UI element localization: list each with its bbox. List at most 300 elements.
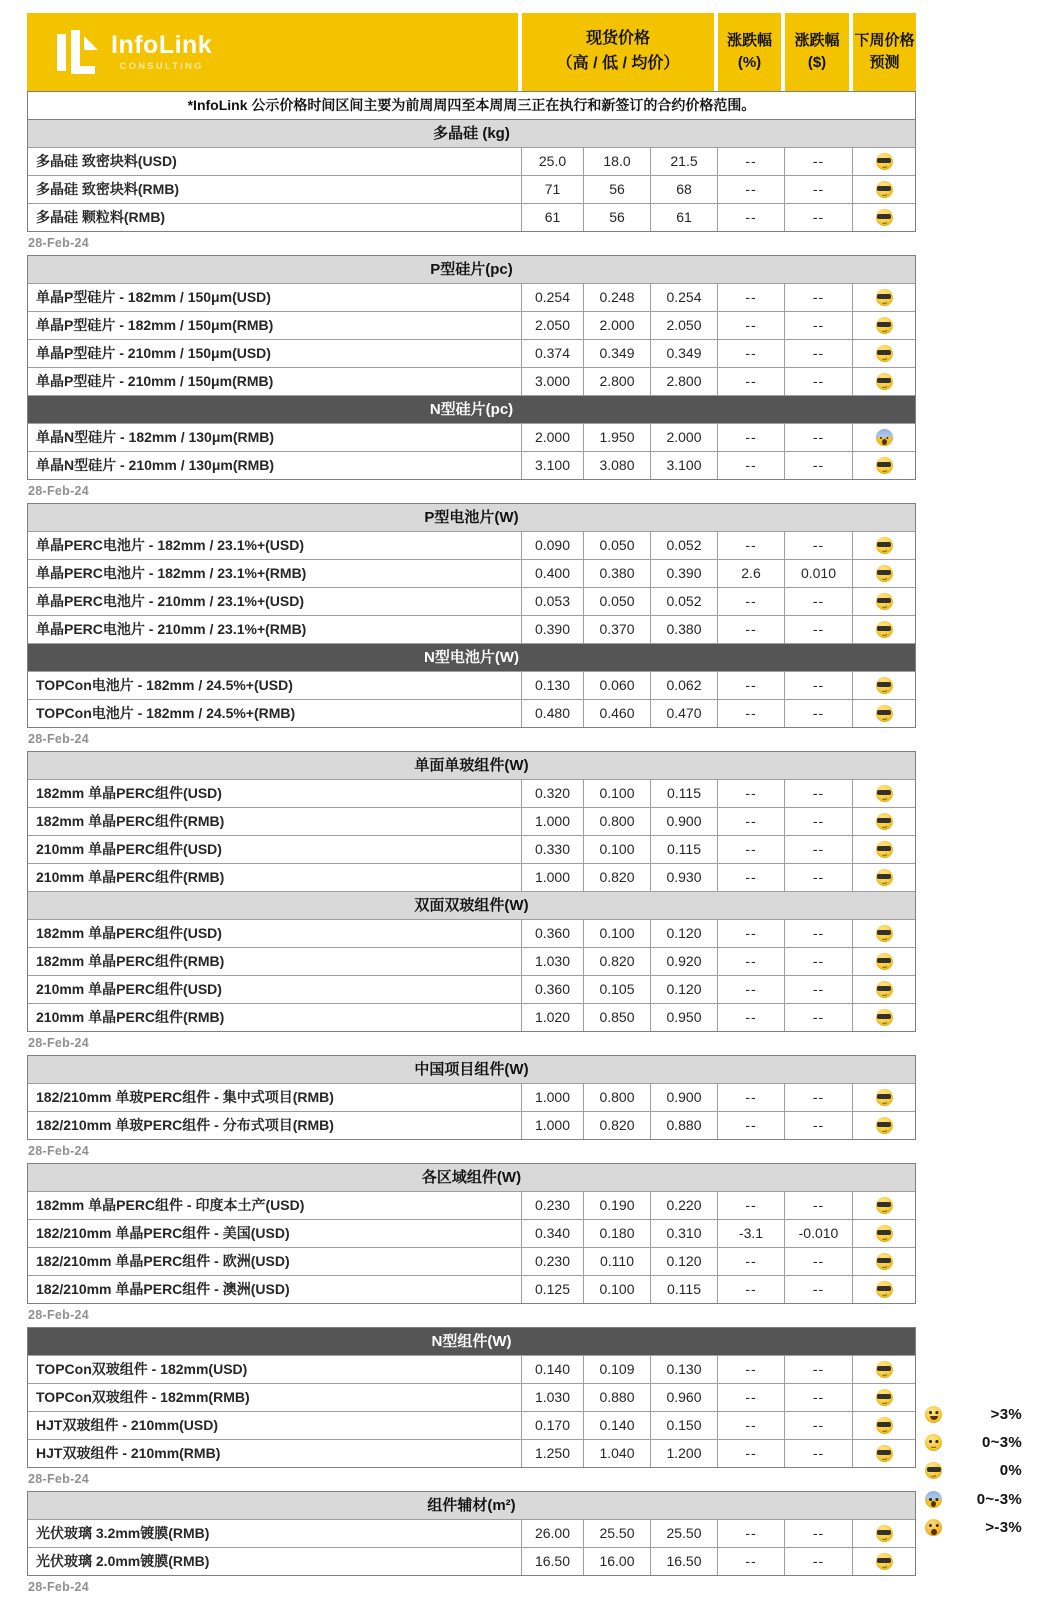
change-usd-cell: -- xyxy=(784,424,852,451)
low-price-cell: 0.380 xyxy=(583,560,650,587)
table-row xyxy=(28,1003,915,1031)
low-price-cell: 0.109 xyxy=(583,1356,650,1383)
smile-emoji-icon xyxy=(925,1434,942,1451)
legend-item xyxy=(925,1400,1022,1428)
column-header-spot-price xyxy=(522,13,714,91)
change-usd-cell: -- xyxy=(784,1384,852,1411)
low-price-cell: 56 xyxy=(583,204,650,231)
change-usd-cell: -- xyxy=(784,1412,852,1439)
low-price-cell: 0.180 xyxy=(583,1220,650,1247)
low-price-cell: 0.880 xyxy=(583,1384,650,1411)
avg-price-cell: 2.000 xyxy=(650,424,717,451)
brand-subtitle: CONSULTING xyxy=(119,60,204,72)
avg-price-cell: 0.349 xyxy=(650,340,717,367)
high-price-cell: 25.0 xyxy=(521,148,583,175)
legend-item xyxy=(925,1457,1022,1485)
change-pct-cell: -- xyxy=(717,836,784,863)
section-header: 组件辅材(m²) xyxy=(28,1492,915,1519)
table-row xyxy=(28,1383,915,1411)
scream-emoji-icon xyxy=(925,1491,942,1508)
forecast-cell xyxy=(852,808,915,835)
section-header: 各区域组件(W) xyxy=(28,1164,915,1191)
section-header: N型组件(W) xyxy=(28,1328,915,1355)
product-name-cell: 182/210mm 单玻PERC组件 - 集中式项目(RMB) xyxy=(36,1089,334,1105)
change-usd-cell: -- xyxy=(784,148,852,175)
legend-label: >-3% xyxy=(985,1519,1022,1537)
product-name-cell: 182/210mm 单晶PERC组件 - 澳洲(USD) xyxy=(36,1281,290,1297)
high-price-cell: 16.50 xyxy=(521,1548,583,1575)
change-usd-cell: -0.010 xyxy=(784,1220,852,1247)
change-pct-cell: -- xyxy=(717,1112,784,1139)
forecast-cell xyxy=(852,864,915,891)
change-usd-cell: -- xyxy=(784,616,852,643)
product-name-cell: HJT双玻组件 - 210mm(RMB) xyxy=(36,1445,221,1461)
forecast-cell xyxy=(852,176,915,203)
high-price-cell: 71 xyxy=(521,176,583,203)
avg-price-cell: 0.960 xyxy=(650,1384,717,1411)
low-price-cell: 18.0 xyxy=(583,148,650,175)
avg-price-cell: 0.920 xyxy=(650,948,717,975)
product-name-cell: TOPCon双玻组件 - 182mm(USD) xyxy=(36,1361,248,1377)
change-usd-cell: -- xyxy=(784,1356,852,1383)
forecast-cell xyxy=(852,204,915,231)
price-period-note: *InfoLink 公示价格时间区间主要为前周周四至本周周三正在执行和新签订的合约价格范围。 xyxy=(27,91,916,119)
product-name-cell: 单晶N型硅片 - 210mm / 130μm(RMB) xyxy=(36,457,275,473)
forecast-cell xyxy=(852,1192,915,1219)
change-pct-cell: -- xyxy=(717,1248,784,1275)
forecast-cell xyxy=(852,1220,915,1247)
cool-emoji-icon xyxy=(876,981,893,998)
change-usd-cell: -- xyxy=(784,588,852,615)
cool-emoji-icon xyxy=(876,153,893,170)
cool-emoji-icon xyxy=(876,1389,893,1406)
low-price-cell: 25.50 xyxy=(583,1520,650,1547)
scream-emoji-icon xyxy=(876,429,893,446)
forecast-cell xyxy=(852,284,915,311)
avg-price-cell: 0.900 xyxy=(650,808,717,835)
table-row xyxy=(28,339,915,367)
cool-emoji-icon xyxy=(876,621,893,638)
date-stamp: 28-Feb-24 xyxy=(28,1036,90,1050)
forecast-cell xyxy=(852,1384,915,1411)
high-price-cell: 0.230 xyxy=(521,1192,583,1219)
table-row xyxy=(28,587,915,615)
forecast-cell xyxy=(852,312,915,339)
change-usd-cell: -- xyxy=(784,976,852,1003)
avg-price-cell: 0.130 xyxy=(650,1356,717,1383)
product-name-cell: HJT双玻组件 - 210mm(USD) xyxy=(36,1417,219,1433)
change-pct-cell: -- xyxy=(717,864,784,891)
low-price-cell: 1.950 xyxy=(583,424,650,451)
table-row xyxy=(28,423,915,451)
low-price-cell: 0.370 xyxy=(583,616,650,643)
product-name-cell: 单晶PERC电池片 - 182mm / 23.1%+(RMB) xyxy=(36,565,307,581)
change-pct-label: 涨跌幅 xyxy=(726,32,772,50)
product-name-cell: 182mm 单晶PERC组件(USD) xyxy=(36,785,222,801)
low-price-cell: 0.105 xyxy=(583,976,650,1003)
avg-price-cell: 0.390 xyxy=(650,560,717,587)
avg-price-cell: 0.310 xyxy=(650,1220,717,1247)
high-price-cell: 2.050 xyxy=(521,312,583,339)
change-pct-cell: -- xyxy=(717,284,784,311)
change-pct-cell: -- xyxy=(717,176,784,203)
forecast-cell xyxy=(852,148,915,175)
cool-emoji-icon xyxy=(876,181,893,198)
product-name-cell: 182mm 单晶PERC组件 - 印度本土产(USD) xyxy=(36,1197,305,1213)
change-usd-cell: -- xyxy=(784,1004,852,1031)
high-price-cell: 1.000 xyxy=(521,1112,583,1139)
high-price-cell: 1.000 xyxy=(521,864,583,891)
table-row xyxy=(28,975,915,1003)
product-name-cell: 单晶PERC电池片 - 182mm / 23.1%+(USD) xyxy=(36,537,305,553)
high-price-cell: 0.230 xyxy=(521,1248,583,1275)
high-price-cell: 0.330 xyxy=(521,836,583,863)
forecast-cell xyxy=(852,700,915,727)
change-pct-cell: -- xyxy=(717,1548,784,1575)
change-usd-cell: -- xyxy=(784,1248,852,1275)
change-usd-cell: -- xyxy=(784,1192,852,1219)
cool-emoji-icon xyxy=(876,953,893,970)
product-name-cell: 光伏玻璃 3.2mm镀膜(RMB) xyxy=(36,1525,210,1541)
product-name-cell: 210mm 单晶PERC组件(RMB) xyxy=(36,869,225,885)
legend-label: >3% xyxy=(990,1405,1022,1423)
spot-price-label: 现货价格 xyxy=(585,30,650,48)
low-price-cell: 0.050 xyxy=(583,588,650,615)
section-header: P型电池片(W) xyxy=(28,504,915,531)
change-usd-cell: -- xyxy=(784,864,852,891)
column-header-change-pct xyxy=(718,13,781,91)
table-row xyxy=(28,919,915,947)
table-row xyxy=(28,283,915,311)
change-pct-cell: -- xyxy=(717,948,784,975)
change-pct-cell: -- xyxy=(717,424,784,451)
cool-emoji-icon xyxy=(876,785,893,802)
table-row xyxy=(28,699,915,727)
product-name-cell: TOPCon电池片 - 182mm / 24.5%+(RMB) xyxy=(36,705,296,721)
change-pct-cell: -- xyxy=(717,976,784,1003)
change-usd-cell: -- xyxy=(784,1084,852,1111)
high-price-cell: 3.000 xyxy=(521,368,583,395)
low-price-cell: 0.060 xyxy=(583,672,650,699)
change-pct-cell: -- xyxy=(717,588,784,615)
cool-emoji-icon xyxy=(876,317,893,334)
change-usd-cell: -- xyxy=(784,1548,852,1575)
forecast-cell xyxy=(852,1276,915,1303)
avg-price-cell: 0.950 xyxy=(650,1004,717,1031)
change-usd-cell: -- xyxy=(784,700,852,727)
forecast-cell xyxy=(852,452,915,479)
low-price-cell: 0.190 xyxy=(583,1192,650,1219)
change-usd-cell: -- xyxy=(784,284,852,311)
low-price-cell: 0.100 xyxy=(583,1276,650,1303)
change-usd-cell: -- xyxy=(784,368,852,395)
change-usd-cell: -- xyxy=(784,1112,852,1139)
date-stamp: 28-Feb-24 xyxy=(28,732,90,746)
forecast-cell xyxy=(852,560,915,587)
forecast-cell xyxy=(852,1084,915,1111)
change-usd-label: 涨跌幅 xyxy=(794,32,840,50)
price-table-block xyxy=(27,1491,916,1576)
forecast-cell xyxy=(852,1356,915,1383)
table-row xyxy=(28,1247,915,1275)
high-price-cell: 0.374 xyxy=(521,340,583,367)
high-price-cell: 26.00 xyxy=(521,1520,583,1547)
change-usd-cell: -- xyxy=(784,1276,852,1303)
change-pct-cell: -- xyxy=(717,1192,784,1219)
legend-label: 0~3% xyxy=(982,1434,1022,1452)
forecast-cell xyxy=(852,780,915,807)
table-row xyxy=(28,367,915,395)
forecast-sublabel: 预测 xyxy=(869,54,900,71)
change-pct-cell: -- xyxy=(717,340,784,367)
low-price-cell: 0.100 xyxy=(583,780,650,807)
section-header: 单面单玻组件(W) xyxy=(28,752,915,779)
change-usd-cell: -- xyxy=(784,532,852,559)
avg-price-cell: 0.115 xyxy=(650,1276,717,1303)
high-price-cell: 0.360 xyxy=(521,976,583,1003)
low-price-cell: 0.820 xyxy=(583,948,650,975)
avg-price-cell: 0.900 xyxy=(650,1084,717,1111)
avg-price-cell: 0.254 xyxy=(650,284,717,311)
change-pct-cell: -- xyxy=(717,672,784,699)
price-table-block xyxy=(27,1327,916,1468)
high-price-cell: 0.125 xyxy=(521,1276,583,1303)
cool-emoji-icon xyxy=(876,925,893,942)
cool-emoji-icon xyxy=(876,1197,893,1214)
forecast-cell xyxy=(852,1112,915,1139)
date-stamp: 28-Feb-24 xyxy=(28,484,90,498)
high-price-cell: 0.053 xyxy=(521,588,583,615)
low-price-cell: 1.040 xyxy=(583,1440,650,1467)
avg-price-cell: 0.052 xyxy=(650,588,717,615)
forecast-cell xyxy=(852,1548,915,1575)
product-name-cell: 182/210mm 单玻PERC组件 - 分布式项目(RMB) xyxy=(36,1117,334,1133)
product-name-cell: 210mm 单晶PERC组件(USD) xyxy=(36,841,222,857)
table-row xyxy=(28,451,915,479)
cool-emoji-icon xyxy=(876,289,893,306)
avg-price-cell: 0.470 xyxy=(650,700,717,727)
change-pct-unit: (%) xyxy=(737,54,762,71)
avg-price-cell: 68 xyxy=(650,176,717,203)
price-report-page xyxy=(27,13,916,1599)
cool-emoji-icon xyxy=(876,1445,893,1462)
avg-price-cell: 2.050 xyxy=(650,312,717,339)
price-table-block xyxy=(27,1163,916,1304)
change-pct-cell: -- xyxy=(717,1412,784,1439)
change-pct-cell: -- xyxy=(717,204,784,231)
section-header: 多晶硅 (kg) xyxy=(28,120,915,147)
product-name-cell: 多晶硅 致密块料(RMB) xyxy=(36,181,180,197)
section-header: N型电池片(W) xyxy=(28,643,915,671)
forecast-cell xyxy=(852,424,915,451)
table-row xyxy=(28,1547,915,1575)
table-row xyxy=(28,311,915,339)
high-price-cell: 1.030 xyxy=(521,1384,583,1411)
date-stamp: 28-Feb-24 xyxy=(28,1144,90,1158)
avg-price-cell: 0.115 xyxy=(650,836,717,863)
low-price-cell: 0.820 xyxy=(583,864,650,891)
product-name-cell: 多晶硅 致密块料(USD) xyxy=(36,153,177,169)
avg-price-cell: 61 xyxy=(650,204,717,231)
high-price-cell: 0.140 xyxy=(521,1356,583,1383)
change-pct-cell: -- xyxy=(717,1004,784,1031)
low-price-cell: 0.100 xyxy=(583,836,650,863)
change-pct-cell: -- xyxy=(717,1440,784,1467)
change-pct-cell: 2.6 xyxy=(717,560,784,587)
cool-emoji-icon xyxy=(925,1462,942,1479)
change-pct-cell: -- xyxy=(717,780,784,807)
brand-logo-cell xyxy=(27,13,518,91)
change-usd-cell: -- xyxy=(784,948,852,975)
high-price-cell: 1.020 xyxy=(521,1004,583,1031)
table-header-row xyxy=(27,13,916,91)
price-tables xyxy=(27,119,916,1599)
section-header: 中国项目组件(W) xyxy=(28,1056,915,1083)
avg-price-cell: 0.120 xyxy=(650,920,717,947)
table-row xyxy=(28,807,915,835)
forecast-cell xyxy=(852,920,915,947)
high-price-cell: 61 xyxy=(521,204,583,231)
cool-emoji-icon xyxy=(876,677,893,694)
product-name-cell: 210mm 单晶PERC组件(USD) xyxy=(36,981,222,997)
change-usd-cell: -- xyxy=(784,672,852,699)
table-row xyxy=(28,203,915,231)
change-pct-cell: -- xyxy=(717,616,784,643)
forecast-cell xyxy=(852,1520,915,1547)
change-pct-cell: -- xyxy=(717,700,784,727)
price-table-block xyxy=(27,751,916,1032)
avg-price-cell: 16.50 xyxy=(650,1548,717,1575)
table-row xyxy=(28,863,915,891)
high-price-cell: 0.340 xyxy=(521,1220,583,1247)
avg-price-cell: 0.062 xyxy=(650,672,717,699)
product-name-cell: TOPCon电池片 - 182mm / 24.5%+(USD) xyxy=(36,677,293,693)
cool-emoji-icon xyxy=(876,1281,893,1298)
high-price-cell: 0.254 xyxy=(521,284,583,311)
grin-emoji-icon xyxy=(925,1406,942,1423)
high-price-cell: 3.100 xyxy=(521,452,583,479)
high-price-cell: 1.000 xyxy=(521,1084,583,1111)
forecast-legend xyxy=(925,1400,1022,1542)
forecast-cell xyxy=(852,588,915,615)
date-stamp: 28-Feb-24 xyxy=(28,236,90,250)
product-name-cell: 182mm 单晶PERC组件(USD) xyxy=(36,925,222,941)
change-usd-cell: -- xyxy=(784,1520,852,1547)
product-name-cell: 单晶N型硅片 - 182mm / 130μm(RMB) xyxy=(36,429,275,445)
wail-emoji-icon xyxy=(925,1519,942,1536)
change-pct-cell: -- xyxy=(717,920,784,947)
change-pct-cell: -- xyxy=(717,1084,784,1111)
price-table-block xyxy=(27,503,916,728)
product-name-cell: 单晶P型硅片 - 182mm / 150μm(USD) xyxy=(36,289,271,305)
forecast-cell xyxy=(852,836,915,863)
table-row xyxy=(28,615,915,643)
forecast-cell xyxy=(852,532,915,559)
table-row xyxy=(28,147,915,175)
change-pct-cell: -- xyxy=(717,1520,784,1547)
cool-emoji-icon xyxy=(876,869,893,886)
avg-price-cell: 0.115 xyxy=(650,780,717,807)
legend-item xyxy=(925,1485,1022,1513)
section-header: N型硅片(pc) xyxy=(28,395,915,423)
table-row xyxy=(28,1275,915,1303)
low-price-cell: 0.800 xyxy=(583,1084,650,1111)
low-price-cell: 0.248 xyxy=(583,284,650,311)
product-name-cell: 182/210mm 单晶PERC组件 - 欧洲(USD) xyxy=(36,1253,290,1269)
date-stamp: 28-Feb-24 xyxy=(28,1472,90,1486)
forecast-cell xyxy=(852,1440,915,1467)
change-pct-cell: -- xyxy=(717,808,784,835)
table-row xyxy=(28,1519,915,1547)
change-usd-cell: -- xyxy=(784,340,852,367)
high-price-cell: 0.090 xyxy=(521,532,583,559)
high-price-cell: 0.400 xyxy=(521,560,583,587)
brand-text xyxy=(111,32,212,71)
product-name-cell: 光伏玻璃 2.0mm镀膜(RMB) xyxy=(36,1553,210,1569)
cool-emoji-icon xyxy=(876,457,893,474)
table-row xyxy=(28,835,915,863)
cool-emoji-icon xyxy=(876,593,893,610)
low-price-cell: 0.460 xyxy=(583,700,650,727)
change-usd-cell: -- xyxy=(784,920,852,947)
avg-price-cell: 2.800 xyxy=(650,368,717,395)
cool-emoji-icon xyxy=(876,1009,893,1026)
column-header-forecast xyxy=(853,13,916,91)
cool-emoji-icon xyxy=(876,1361,893,1378)
table-row xyxy=(28,671,915,699)
low-price-cell: 16.00 xyxy=(583,1548,650,1575)
avg-price-cell: 3.100 xyxy=(650,452,717,479)
avg-price-cell: 0.150 xyxy=(650,1412,717,1439)
legend-item xyxy=(925,1514,1022,1542)
high-price-cell: 1.250 xyxy=(521,1440,583,1467)
cool-emoji-icon xyxy=(876,813,893,830)
product-name-cell: 单晶P型硅片 - 210mm / 150μm(USD) xyxy=(36,345,271,361)
low-price-cell: 0.820 xyxy=(583,1112,650,1139)
avg-price-cell: 0.120 xyxy=(650,1248,717,1275)
low-price-cell: 2.000 xyxy=(583,312,650,339)
low-price-cell: 3.080 xyxy=(583,452,650,479)
avg-price-cell: 0.220 xyxy=(650,1192,717,1219)
change-pct-cell: -- xyxy=(717,368,784,395)
high-price-cell: 0.170 xyxy=(521,1412,583,1439)
price-table-block xyxy=(27,119,916,232)
low-price-cell: 0.800 xyxy=(583,808,650,835)
cool-emoji-icon xyxy=(876,1525,893,1542)
avg-price-cell: 25.50 xyxy=(650,1520,717,1547)
table-row xyxy=(28,531,915,559)
forecast-cell xyxy=(852,672,915,699)
table-row xyxy=(28,1439,915,1467)
brand-name: InfoLink xyxy=(111,31,213,60)
product-name-cell: TOPCon双玻组件 - 182mm(RMB) xyxy=(36,1389,250,1405)
cool-emoji-icon xyxy=(876,1253,893,1270)
section-header: P型硅片(pc) xyxy=(28,256,915,283)
table-row xyxy=(28,559,915,587)
product-name-cell: 182mm 单晶PERC组件(RMB) xyxy=(36,953,225,969)
forecast-cell xyxy=(852,976,915,1003)
change-pct-cell: -3.1 xyxy=(717,1220,784,1247)
high-price-cell: 2.000 xyxy=(521,424,583,451)
table-row xyxy=(28,1411,915,1439)
change-usd-cell: -- xyxy=(784,780,852,807)
high-price-cell: 1.000 xyxy=(521,808,583,835)
cool-emoji-icon xyxy=(876,1417,893,1434)
low-price-cell: 0.850 xyxy=(583,1004,650,1031)
date-stamp: 28-Feb-24 xyxy=(28,1580,90,1594)
cool-emoji-icon xyxy=(876,1553,893,1570)
low-price-cell: 2.800 xyxy=(583,368,650,395)
